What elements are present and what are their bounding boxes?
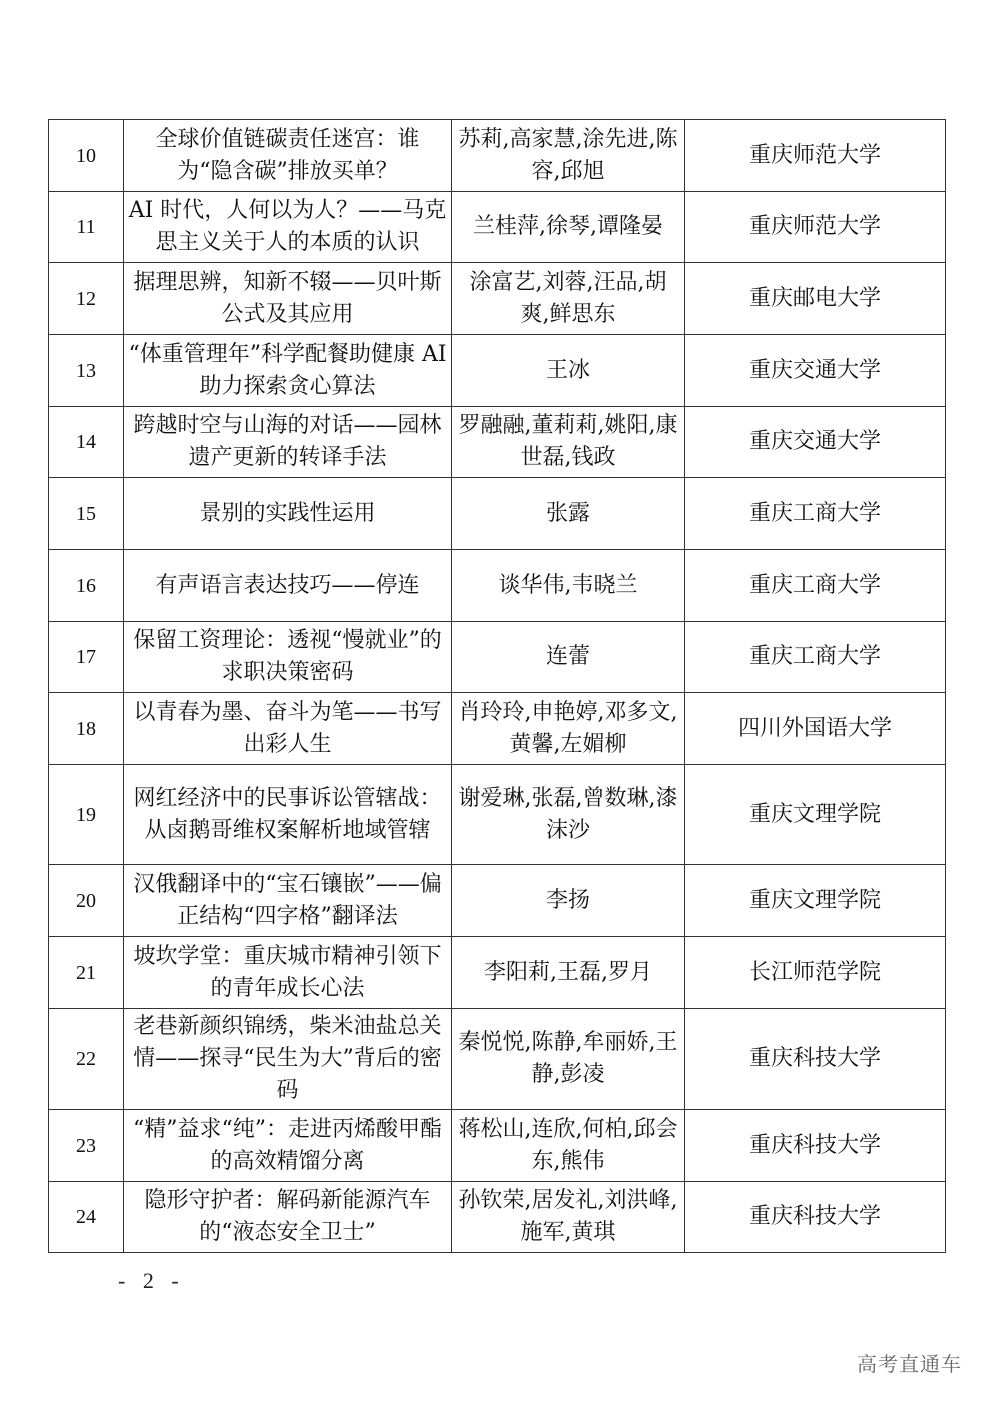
project-school: 重庆文理学院	[685, 865, 946, 937]
project-school: 重庆师范大学	[685, 120, 946, 192]
project-school: 重庆邮电大学	[685, 263, 946, 335]
table-row	[49, 335, 946, 407]
project-title: 汉俄翻译中的“宝石镶嵌”——偏正结构“四字格”翻译法	[124, 865, 452, 937]
row-number: 16	[49, 550, 124, 622]
project-authors: 蒋松山,连欣,何柏,邱会东,熊伟	[452, 1110, 685, 1182]
project-school: 重庆工商大学	[685, 550, 946, 622]
project-title: 据理思辨，知新不辍——贝叶斯公式及其应用	[124, 263, 452, 335]
row-number: 10	[49, 120, 124, 192]
table-row	[49, 1182, 946, 1253]
row-number: 17	[49, 622, 124, 693]
table-row	[49, 407, 946, 478]
project-authors: 兰桂萍,徐琴,谭隆晏	[452, 192, 685, 263]
project-authors: 涂富艺,刘蓉,汪品,胡爽,鲜思东	[452, 263, 685, 335]
table-row	[49, 478, 946, 550]
project-title: “体重管理年”科学配餐助健康 AI 助力探索贪心算法	[124, 335, 452, 407]
project-school: 重庆师范大学	[685, 192, 946, 263]
project-authors: 谢爱琳,张磊,曾数琳,漆沫沙	[452, 765, 685, 865]
project-school: 重庆交通大学	[685, 407, 946, 478]
row-number: 12	[49, 263, 124, 335]
project-authors: 李扬	[452, 865, 685, 937]
project-title: 景别的实践性运用	[124, 478, 452, 550]
table-row	[49, 120, 946, 192]
project-school: 重庆科技大学	[685, 1110, 946, 1182]
table-row	[49, 622, 946, 693]
row-number: 15	[49, 478, 124, 550]
row-number: 18	[49, 693, 124, 765]
project-authors: 谈华伟,韦晓兰	[452, 550, 685, 622]
project-title: 老巷新颜织锦绣，柴米油盐总关情——探寻“民生为大”背后的密码	[124, 1009, 452, 1110]
project-school: 重庆科技大学	[685, 1182, 946, 1253]
project-authors: 连蕾	[452, 622, 685, 693]
project-school: 长江师范学院	[685, 937, 946, 1009]
project-authors: 李阳莉,王磊,罗月	[452, 937, 685, 1009]
row-number: 14	[49, 407, 124, 478]
project-title: 全球价值链碳责任迷宫：谁为“隐含碳”排放买单？	[124, 120, 452, 192]
project-school: 重庆工商大学	[685, 622, 946, 693]
table-row	[49, 765, 946, 865]
row-number: 11	[49, 192, 124, 263]
project-title: 隐形守护者：解码新能源汽车的“液态安全卫士”	[124, 1182, 452, 1253]
project-authors: 张露	[452, 478, 685, 550]
project-school: 四川外国语大学	[685, 693, 946, 765]
project-authors: 罗融融,董莉莉,姚阳,康世磊,钱政	[452, 407, 685, 478]
project-school: 重庆科技大学	[685, 1009, 946, 1110]
table-row	[49, 263, 946, 335]
project-authors: 秦悦悦,陈静,牟丽娇,王静,彭凌	[452, 1009, 685, 1110]
table-row	[49, 693, 946, 765]
table-row	[49, 1110, 946, 1182]
row-number: 22	[49, 1009, 124, 1110]
project-title: AI 时代，人何以为人？——马克思主义关于人的本质的认识	[124, 192, 452, 263]
table-row	[49, 937, 946, 1009]
project-authors: 肖玲玲,申艳婷,邓多文,黄馨,左媚柳	[452, 693, 685, 765]
project-title: 网红经济中的民事诉讼管辖战：从卤鹅哥维权案解析地域管辖	[124, 765, 452, 865]
project-title: “精”益求“纯”：走进丙烯酸甲酯的高效精馏分离	[124, 1110, 452, 1182]
project-title: 坡坎学堂：重庆城市精神引领下的青年成长心法	[124, 937, 452, 1009]
project-school: 重庆工商大学	[685, 478, 946, 550]
page-number: - 2 -	[118, 1268, 185, 1293]
project-authors: 苏莉,高家慧,涂先进,陈容,邱旭	[452, 120, 685, 192]
row-number: 19	[49, 765, 124, 865]
table-row	[49, 865, 946, 937]
project-title: 以青春为墨、奋斗为笔——书写出彩人生	[124, 693, 452, 765]
project-authors: 孙钦荣,居发礼,刘洪峰,施军,黄琪	[452, 1182, 685, 1253]
row-number: 13	[49, 335, 124, 407]
project-school: 重庆文理学院	[685, 765, 946, 865]
project-school: 重庆交通大学	[685, 335, 946, 407]
table-row	[49, 550, 946, 622]
project-title: 保留工资理论：透视“慢就业”的求职决策密码	[124, 622, 452, 693]
watermark: 高考直通车	[857, 1352, 962, 1376]
project-title: 跨越时空与山海的对话——园林遗产更新的转译手法	[124, 407, 452, 478]
row-number: 20	[49, 865, 124, 937]
table-row	[49, 192, 946, 263]
row-number: 21	[49, 937, 124, 1009]
project-authors: 王冰	[452, 335, 685, 407]
row-number: 23	[49, 1110, 124, 1182]
project-title: 有声语言表达技巧——停连	[124, 550, 452, 622]
project-table	[48, 119, 946, 1253]
table-row	[49, 1009, 946, 1110]
row-number: 24	[49, 1182, 124, 1253]
